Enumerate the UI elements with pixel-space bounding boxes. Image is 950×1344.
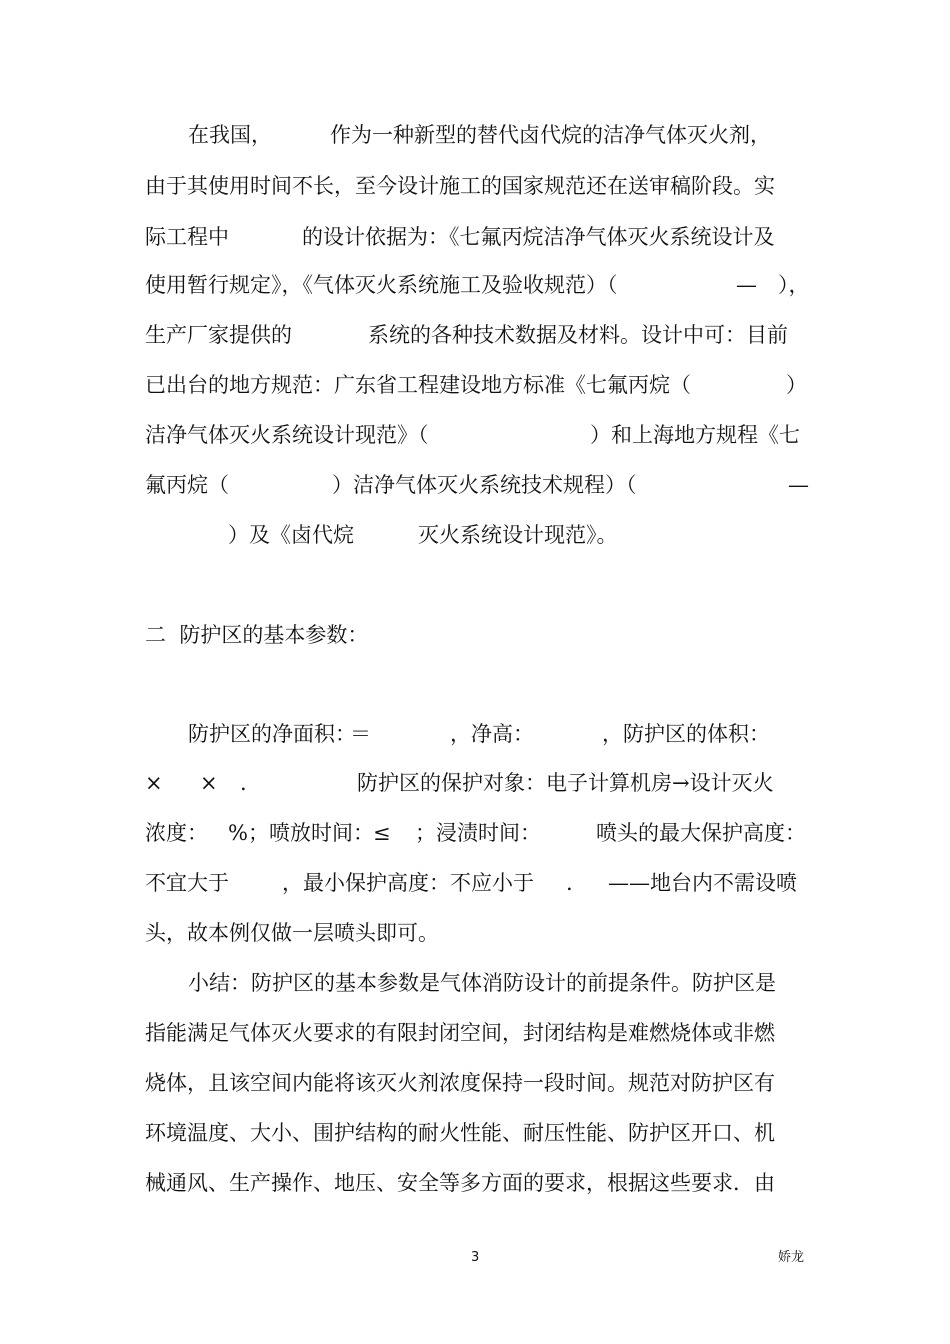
text-segment: ——地台内不需设喷 [608, 871, 797, 895]
text-segment: 的设计依据为：《七氟丙烷洁净气体灭火系统设计及 [302, 225, 775, 249]
text-segment: 灭火系统设计现范》。 [418, 523, 618, 547]
text-segment: 使用暂行规定》，《气体灭火系统施工及验收规范）（ [145, 273, 618, 297]
text-segment: 头，故本例仅做一层喷头即可。 [145, 921, 439, 945]
text-segment: . [566, 871, 573, 895]
text-segment: 在我国， [188, 123, 272, 147]
text-segment: ，净高： [450, 722, 534, 746]
text-segment: %；喷放时间： [228, 821, 374, 845]
text-segment: 环境温度、大小、围护结构的耐火性能、耐压性能、防护区开口、机 [145, 1121, 775, 1145]
text-segment: ≤ [373, 821, 391, 845]
text-segment: 系统的各种技术数据及材料。设计中可：目前 [368, 323, 788, 347]
text-segment: × [200, 771, 218, 795]
text-segment: 喷头的最大保护高度： [596, 821, 806, 845]
text-segment: 不宜大于 [145, 871, 229, 895]
text-segment: — [736, 273, 757, 297]
text-segment: ）， [778, 273, 810, 297]
text-segment: ） [786, 373, 807, 397]
text-segment: 防护区的保护对象：电子计算机房→设计灭火 [357, 771, 774, 795]
page-number: 3 [471, 1250, 480, 1265]
text-segment: 指能满足气体灭火要求的有限封闭空间，封闭结构是难燃烧体或非燃 [145, 1021, 775, 1045]
text-segment: ，最小保护高度：不应小于 [282, 871, 534, 895]
text-segment: ＝ [350, 722, 371, 746]
text-segment: 防护区的净面积： [188, 722, 356, 746]
text-segment: 氟丙烷（ [145, 473, 229, 497]
text-segment: 由于其使用时间不长，至今设计施工的国家规范还在送审稿阶段。实 [145, 174, 775, 198]
text-segment: ）及《卤代烷 [228, 523, 354, 547]
text-segment: 已出台的地方规范：广东省工程建设地方标准《七氟丙烷（ [145, 373, 691, 397]
text-segment: ）和上海地方规程《七 [590, 423, 800, 447]
text-segment: 浓度： [145, 821, 208, 845]
text-segment: — [788, 473, 809, 497]
text-segment: 生产厂家提供的 [145, 323, 292, 347]
text-segment: 小结：防护区的基本参数是气体消防设计的前提条件。防护区是 [188, 971, 776, 995]
text-segment: . [240, 771, 247, 795]
text-segment: 洁净气体灭火系统设计现范》（ [145, 423, 429, 447]
footer-author: 娇龙 [778, 1250, 805, 1265]
text-segment: 械通风、生产操作、地压、安全等多方面的要求，根据这些要求．由 [145, 1171, 775, 1195]
text-segment: ）洁净气体灭火系统技术规程）（ [332, 473, 637, 497]
text-segment: × [145, 771, 163, 795]
text-segment: 烧体，且该空间内能将该灭火剂浓度保持一段时间。规范对防护区有 [145, 1071, 775, 1095]
text-segment: ；浸渍时间： [415, 821, 541, 845]
text-segment: ，防护区的体积： [602, 722, 770, 746]
text-segment: 际工程中 [145, 225, 229, 249]
text-segment: 二 防护区的基本参数： [145, 623, 369, 647]
text-segment: 作为一种新型的替代卤代烷的洁净气体灭火剂， [330, 123, 771, 147]
